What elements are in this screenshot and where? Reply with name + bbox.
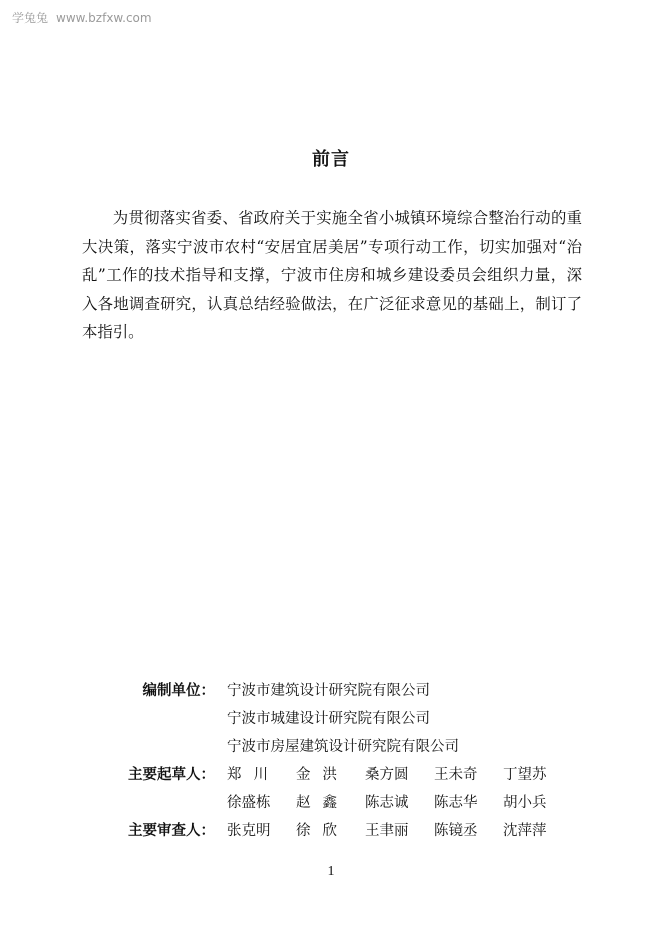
drafter-name: 胡小兵	[503, 795, 547, 811]
drafters-row	[100, 789, 580, 817]
drafters-row	[100, 761, 580, 789]
reviewer-name: 陈镜丞	[434, 823, 478, 839]
reviewer-name: 张克明	[227, 823, 271, 839]
drafter-name: 桑方圆	[365, 767, 409, 783]
drafters-label: 主要起草人：	[128, 767, 215, 783]
compiler-row	[100, 733, 580, 761]
drafter-name: 丁望苏	[503, 767, 547, 783]
drafter-name: 王未奇	[434, 767, 478, 783]
page-title: 前言	[312, 149, 350, 170]
compiler-row	[100, 705, 580, 733]
watermark	[12, 9, 152, 26]
drafters-list	[227, 761, 572, 789]
watermark-brand: 学兔兔	[12, 11, 49, 25]
drafter-name: 郑川	[227, 767, 280, 783]
compiler-label: 编制单位：	[142, 683, 215, 699]
reviewers-row	[100, 817, 580, 845]
drafter-name: 陈志诚	[365, 795, 409, 811]
compiler-name: 宁波市建筑设计研究院有限公司	[227, 683, 430, 699]
drafter-name: 陈志华	[434, 795, 478, 811]
drafter-name: 徐盛栋	[227, 795, 271, 811]
body-paragraph: 为贯彻落实省委、省政府关于实施全省小城镇环境综合整治行动的重大决策，落实宁波市农村“安居宜居美居”专项行动工作，切实加强对“治乱”工作的技术指导和支撑，宁波市住房和城乡建设委员会组织力量，深入各地调查研究，认真总结经验做法，在广泛征求意见的基础上，制订了本指引。	[82, 209, 582, 341]
drafters-list	[227, 789, 572, 817]
credits-section	[100, 677, 580, 845]
reviewers-list	[227, 817, 572, 845]
compiler-row	[100, 677, 580, 705]
reviewer-name: 王聿丽	[365, 823, 409, 839]
reviewer-name: 沈萍萍	[503, 823, 547, 839]
watermark-url: www.bzfxw.com	[56, 11, 152, 25]
drafter-name: 金洪	[296, 767, 349, 783]
compiler-name: 宁波市房屋建筑设计研究院有限公司	[227, 739, 459, 755]
reviewer-name: 徐欣	[296, 823, 349, 839]
page-number: 1	[327, 864, 335, 879]
compiler-name: 宁波市城建设计研究院有限公司	[227, 711, 430, 727]
drafter-name: 赵鑫	[296, 795, 349, 811]
reviewers-label: 主要审查人：	[128, 823, 215, 839]
